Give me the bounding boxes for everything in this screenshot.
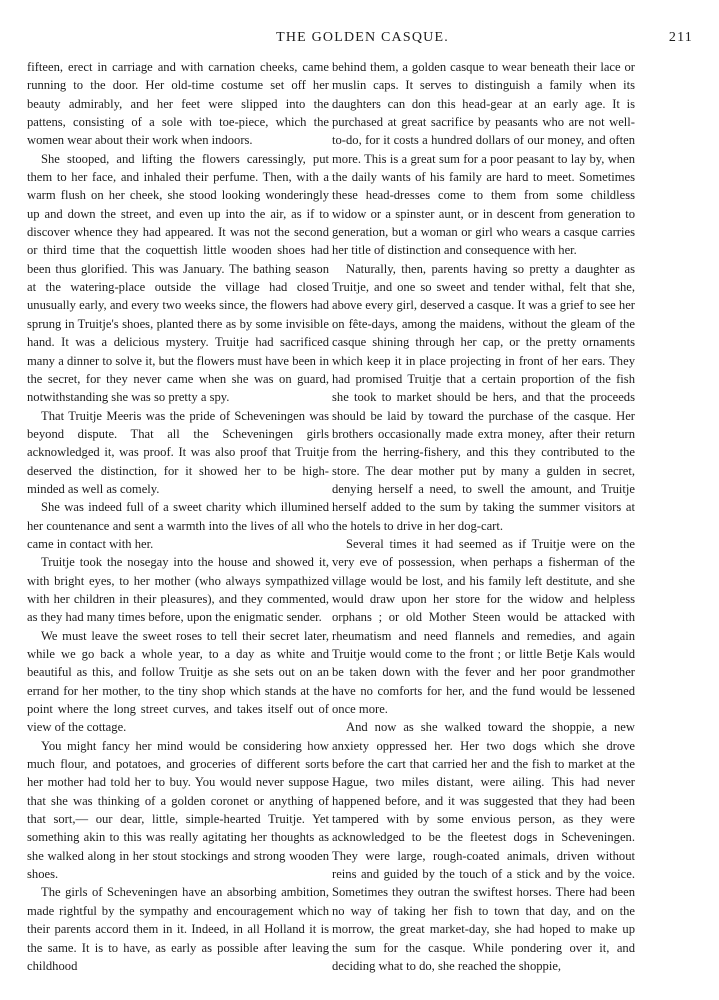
paragraph: behind them, a golden casque to wear beneath their lace or muslin caps. It serves to distinguish a family when its daughters can don this head-gear at an early age. It is purchased at great sacrifice by peasants who are not well-to-do, for it costs a hundred dollars of our money, and often more. This is a great sum for a poor peasant to lay by, when the daily wants of his family are hard to meet. Sometimes these head-dresses come to them from some childless widow or a spinster aunt, or in descent from generation to generation, but a woman or girl who wears a casque carries her title of distinction and consequence with her.	[332, 60, 635, 258]
paragraph: You might fancy her mind would be considering how much flour, and potatoes, and groceries of different sorts her mother had told her to buy. You would never suppose that she was thinking of a golden coronet or anything of that sort,— our dear, little, simple-hearted Truitje. Yet something akin to this was really agitating her thoughts as she walked along in her stout stockings and strong wooden shoes.	[27, 738, 329, 882]
paragraph: Truitje took the nosegay into the house and showed it, with bright eyes, to her mother (who always sympathized with her children in their pleasures), and they commented, as they had many times before, upon the enigmatic sender.	[27, 555, 329, 625]
left-column	[27, 58, 329, 975]
right-column	[332, 58, 635, 975]
running-header	[28, 30, 697, 52]
paragraph: Several times it had seemed as if Truitje were on the very eve of possession, when perhaps a fisherman of the village would be lost, and his family left destitute, and she would draw upon her store for the widow and helpless orphans ; or old Mother Steen would be attacked with rheumatism and need flannels and remedies, and again Truitje would come to the front ; or little Betje Kals would be taken down with the fever and her poor grandmother have no comforts for her, and the fund would be lessened once more.	[332, 536, 635, 717]
running-title: THE GOLDEN CASQUE.	[276, 30, 449, 45]
paragraph: She was indeed full of a sweet charity which illumined her countenance and sent a warmth into the lives of all who came in contact with her.	[27, 500, 329, 551]
page-number: 211	[668, 30, 693, 45]
paragraph: And now as she walked toward the shoppie, a new anxiety oppressed her. Her two dogs which she drove before the cart that carried her and the fish to market at the Hague, two miles distant, were ailing. This had never happened before, and it was suggested that they had been tampered with by some envious person, as they were acknowledged to be the fleetest dogs in Scheveningen. They were large, rough-coated animals, driven without reins and guided by the touch of a stick and by the voice. Sometimes they outran the swiftest horses. There had been no way of taking her fish to town that day, and on the morrow, the great market-day, she had hoped to make up the sum for the casque. While pondering over it, and deciding what to do, she reached the shoppie,	[332, 720, 635, 973]
paragraph: That Truitje Meeris was the pride of Scheveningen was beyond dispute. That all the Scheveningen girls acknowledged it, was proof. It was also proof that Truitje deserved the distinction, for it showed her to be high-minded as well as comely.	[27, 408, 329, 496]
paragraph: The girls of Scheveningen have an absorbing ambition, made rightful by the sympathy and encouragement which their parents accord them in it. Indeed, in all Holland it is the same. It is to have, as early as possible after leaving childhood	[27, 885, 329, 973]
paragraph: fifteen, erect in carriage and with carnation cheeks, came running to the door. Her old-time costume set off her beauty admirably, and her feet were slipped into the pattens, consisting of a sole with toe-piece, which the women wear about their work when indoors.	[27, 60, 329, 148]
paragraph: Naturally, then, parents having so pretty a daughter as Truitje, and one so sweet and tender withal, felt that she, above every girl, deserved a casque. It was a grief to see her on fête-days, among the maidens, without the gleam of the casque shining through her cap, or the pretty ornaments which keep it in place projecting in front of her ears. They had promised Truitje that a certain proportion of the fish she took to market should be hers, and that the proceeds should be laid by toward the purchase of the casque. Her brothers occasionally made extra money, after their return from the herring-fishery, and this they contributed to the store. The dear mother put by many a gulden in secret, denying herself a need, to swell the amount, and Truitje herself added to the sum by taking the summer visitors at the hotels to drive in her dog-cart.	[332, 261, 635, 533]
paragraph: She stooped, and lifting the flowers caressingly, put them to her face, and inhaled their perfume. Then, with a warm flush on her cheek, she stood looking wonderingly up and down the street, and even up into the air, as if to discover whence they had appeared. It was not the second or third time that the coquettish little wooden shoes had been thus glorified. This was January. The bathing season at the watering-place outside the village had closed unusually early, and every two weeks since, the flowers had sprung in Truitje's shoes, planted there as by some invisible hand. It was a delicious mystery. Truitje had sacrificed many a dinner to solve it, but the flowers must have been in the secret, for they never came when she was on guard, notwithstanding she was so pretty a spy.	[27, 151, 329, 405]
paragraph: We must leave the sweet roses to tell their secret later, while we go back a whole year, to a day as white and beautiful as this, and follow Truitje as she sets out on an errand for her mother, to the tiny shop which stands at the point where the long street curves, and takes itself out of view of the cottage.	[27, 628, 329, 735]
